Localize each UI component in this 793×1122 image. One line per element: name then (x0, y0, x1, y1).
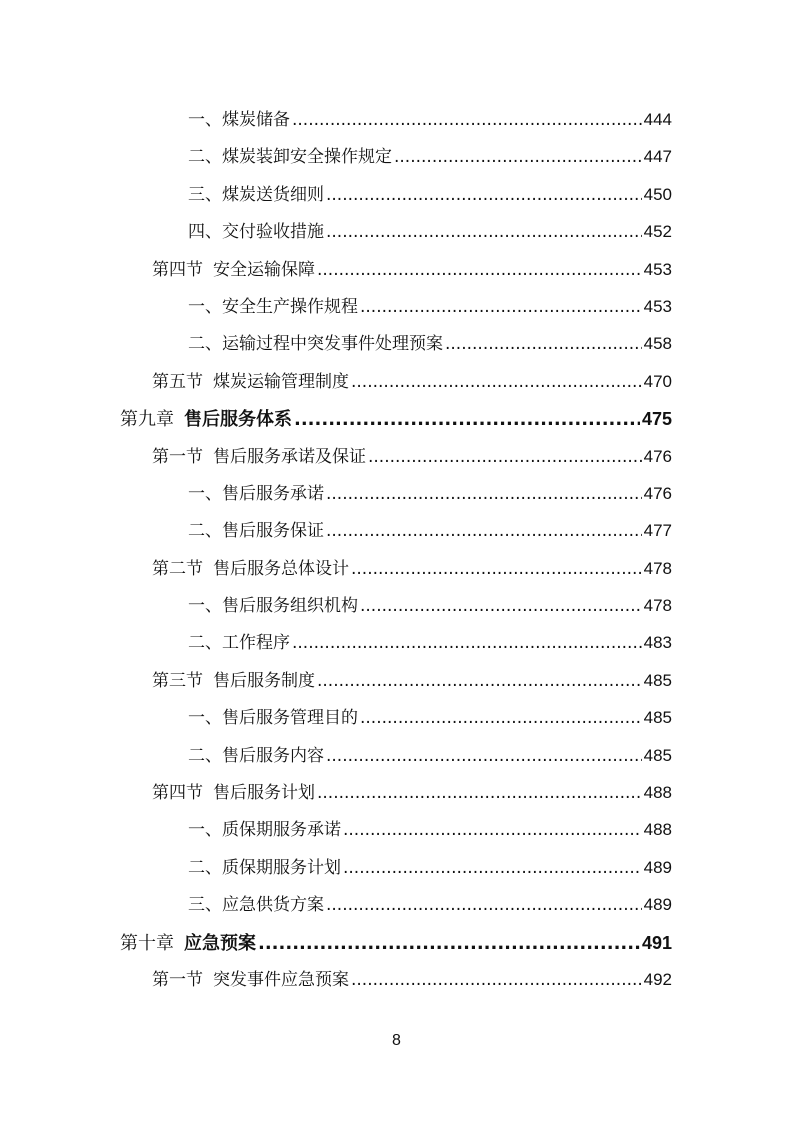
toc-label (152, 668, 315, 694)
toc-number: 第三节 (152, 670, 203, 691)
toc-title: 售后服务承诺 (222, 483, 324, 504)
toc-label (152, 257, 315, 283)
toc-number: 第一节 (152, 446, 203, 467)
toc-number: 二、 (188, 334, 222, 355)
toc-label (152, 780, 315, 806)
toc-page-number: 492 (643, 969, 672, 989)
toc-label (152, 369, 349, 395)
toc-section[interactable] (0, 257, 793, 294)
toc-item[interactable] (0, 817, 793, 854)
toc-item[interactable] (0, 219, 793, 256)
toc-title: 安全运输保障 (213, 259, 315, 280)
toc-chapter[interactable] (0, 930, 793, 967)
toc-number: 一、 (188, 110, 222, 130)
toc-title: 售后服务计划 (213, 783, 315, 804)
toc-page-number: 476 (643, 483, 672, 503)
toc-label (152, 556, 349, 582)
dot-leader (326, 219, 642, 245)
toc-title: 运输过程中突发事件处理预案 (222, 334, 443, 355)
toc-page-number: 485 (643, 745, 672, 765)
toc-item[interactable] (0, 294, 793, 331)
toc-page-number: 478 (643, 596, 672, 616)
toc-number: 三、 (188, 184, 222, 205)
toc-item[interactable] (0, 481, 793, 518)
toc-page-number: 483 (643, 633, 672, 653)
toc-number: 四、 (188, 222, 222, 243)
toc-title: 安全生产操作规程 (222, 296, 358, 317)
toc-title: 售后服务承诺及保证 (213, 446, 366, 467)
toc-item[interactable] (0, 518, 793, 555)
toc-chapter[interactable] (0, 406, 793, 443)
toc-section[interactable] (0, 668, 793, 705)
toc-page-number: 491 (641, 932, 672, 953)
dot-leader (317, 257, 642, 283)
toc-label (152, 967, 349, 993)
toc-item[interactable] (0, 743, 793, 780)
toc-number: 第四节 (152, 783, 203, 804)
toc-item[interactable] (0, 331, 793, 368)
toc-item[interactable] (0, 593, 793, 630)
dot-leader (445, 331, 642, 357)
toc-page-number: 453 (643, 259, 672, 279)
dot-leader (326, 743, 642, 769)
dot-leader (326, 518, 642, 544)
toc-title: 煤炭运输管理制度 (213, 371, 349, 392)
toc-label (188, 481, 324, 507)
dot-leader (343, 817, 642, 843)
toc-number: 一、 (188, 708, 222, 729)
toc-number: 二、 (188, 147, 222, 168)
toc-label (188, 892, 324, 918)
toc-label (188, 219, 324, 245)
toc-number: 第五节 (152, 371, 203, 392)
toc-label (120, 931, 256, 957)
toc-page-number: 453 (643, 296, 672, 316)
toc-number: 第一节 (152, 969, 203, 990)
toc-title: 售后服务管理目的 (222, 708, 358, 729)
toc-item[interactable] (0, 705, 793, 742)
toc-title: 质保期服务承诺 (222, 820, 341, 841)
table-of-contents (0, 107, 793, 1004)
dot-leader (294, 407, 640, 433)
toc-number: 二、 (188, 633, 222, 654)
toc-label (188, 182, 324, 208)
dot-leader (360, 294, 642, 320)
toc-title: 工作程序 (222, 633, 290, 654)
toc-page-number: 444 (643, 110, 672, 129)
toc-item[interactable] (0, 144, 793, 181)
dot-leader (360, 705, 642, 731)
toc-label (188, 144, 392, 170)
toc-title: 售后服务内容 (222, 745, 324, 766)
dot-leader (317, 668, 642, 694)
toc-page-number: 485 (643, 708, 672, 728)
dot-leader (258, 931, 640, 957)
toc-title: 煤炭送货细则 (222, 184, 324, 205)
toc-label (188, 518, 324, 544)
toc-title: 售后服务保证 (222, 521, 324, 542)
toc-page-number: 489 (643, 857, 672, 877)
toc-title: 应急预案 (184, 932, 256, 954)
dot-leader (343, 855, 642, 881)
toc-title: 售后服务组织机构 (222, 596, 358, 617)
dot-leader (326, 892, 642, 918)
toc-page-number: 477 (643, 521, 672, 541)
toc-section[interactable] (0, 444, 793, 481)
toc-label (188, 107, 290, 133)
toc-item[interactable] (0, 182, 793, 219)
dot-leader (394, 144, 642, 170)
toc-title: 质保期服务计划 (222, 857, 341, 878)
toc-number: 一、 (188, 820, 222, 841)
toc-title: 售后服务体系 (184, 409, 292, 431)
toc-title: 交付验收措施 (222, 222, 324, 243)
toc-number: 第九章 (120, 409, 174, 431)
toc-title: 应急供货方案 (222, 895, 324, 916)
toc-page-number: 450 (643, 184, 672, 204)
toc-item[interactable] (0, 892, 793, 929)
dot-leader (292, 107, 642, 133)
toc-label (188, 817, 341, 843)
dot-leader (317, 780, 642, 806)
toc-number: 一、 (188, 596, 222, 617)
toc-title: 售后服务制度 (213, 670, 315, 691)
toc-item[interactable] (0, 107, 793, 144)
toc-page-number: 476 (643, 446, 672, 466)
toc-number: 二、 (188, 745, 222, 766)
toc-title: 突发事件应急预案 (213, 969, 349, 990)
toc-number: 二、 (188, 521, 222, 542)
dot-leader (360, 593, 642, 619)
dot-leader (351, 556, 642, 582)
toc-label (188, 630, 290, 656)
dot-leader (351, 967, 642, 993)
toc-number: 第二节 (152, 558, 203, 579)
toc-label (188, 855, 341, 881)
toc-label (152, 444, 366, 470)
toc-title: 售后服务总体设计 (213, 558, 349, 579)
toc-section[interactable] (0, 556, 793, 593)
toc-section[interactable] (0, 369, 793, 406)
toc-page-number: 488 (643, 783, 672, 803)
toc-page-number: 470 (643, 371, 672, 391)
toc-item[interactable] (0, 630, 793, 667)
dot-leader (326, 182, 642, 208)
toc-page-number: 458 (643, 334, 672, 354)
toc-page-number: 489 (643, 895, 672, 915)
toc-title: 煤炭装卸安全操作规定 (222, 147, 392, 168)
toc-label (188, 294, 358, 320)
toc-page-number: 478 (643, 558, 672, 578)
dot-leader (351, 369, 642, 395)
toc-page-number: 447 (643, 147, 672, 167)
toc-number: 第四节 (152, 259, 203, 280)
dot-leader (292, 630, 642, 656)
toc-number: 三、 (188, 895, 222, 916)
toc-section[interactable] (0, 967, 793, 1004)
toc-number: 一、 (188, 296, 222, 317)
toc-label (188, 331, 443, 357)
toc-number: 一、 (188, 483, 222, 504)
toc-page-number: 452 (643, 222, 672, 242)
dot-leader (368, 444, 642, 470)
dot-leader (326, 481, 642, 507)
toc-item[interactable] (0, 855, 793, 892)
toc-page-number: 475 (641, 409, 672, 430)
toc-label (120, 407, 292, 433)
toc-page-number: 488 (643, 820, 672, 840)
toc-number: 二、 (188, 857, 222, 878)
toc-number: 第十章 (120, 932, 174, 954)
toc-label (188, 593, 358, 619)
page-number: 8 (392, 1032, 401, 1049)
toc-label (188, 705, 358, 731)
toc-page-number: 485 (643, 670, 672, 690)
toc-section[interactable] (0, 780, 793, 817)
toc-title: 煤炭储备 (222, 110, 290, 130)
toc-label (188, 743, 324, 769)
